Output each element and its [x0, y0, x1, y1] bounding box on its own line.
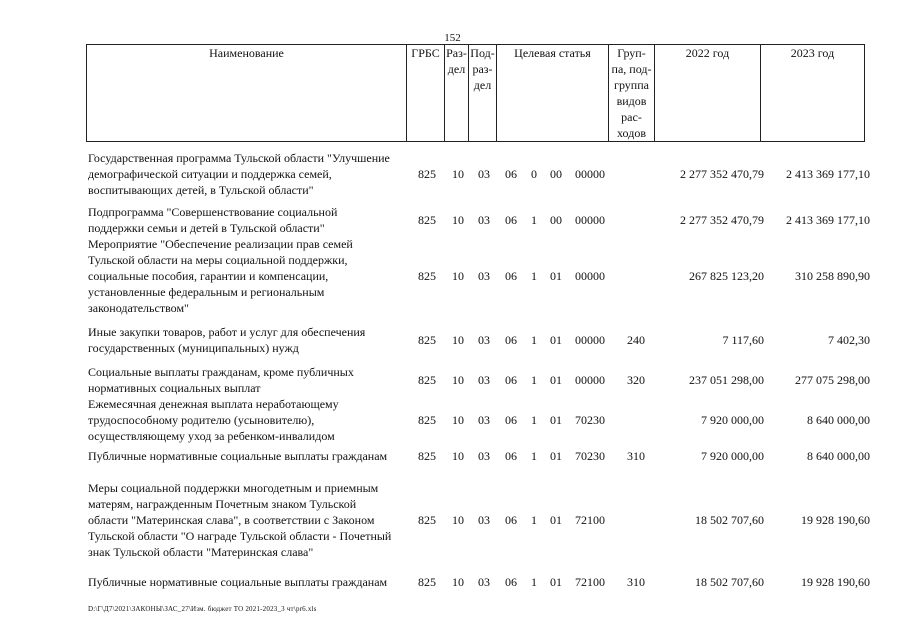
cell-rz: 10	[452, 513, 464, 527]
table-row	[86, 364, 876, 396]
cell-rz: 10	[452, 575, 464, 589]
table-row	[86, 480, 876, 560]
cell-grbs: 825	[418, 213, 436, 227]
page-number: 152	[444, 32, 461, 44]
cell-v2023: 2 413 369 177,10	[786, 167, 870, 181]
cell-t3: 01	[550, 413, 562, 427]
table-row	[86, 448, 876, 464]
cell-pr: 03	[478, 575, 490, 589]
cell-t4: 00000	[575, 373, 605, 387]
cell-v2023: 8 640 000,00	[807, 413, 870, 427]
cell-pr: 03	[478, 213, 490, 227]
cell-t1: 06	[505, 575, 517, 589]
footer-file-path: D:\Г\Д7\2021\ЗАКОНЫ\ЗАС_27\Изм. бюджет ТО 2021-2023_3 чт\pr6.xls	[88, 605, 317, 613]
cell-rz: 10	[452, 373, 464, 387]
cell-grbs: 825	[418, 413, 436, 427]
cell-vr: 320	[627, 373, 645, 387]
cell-t2: 1	[531, 373, 537, 387]
cell-rz: 10	[452, 413, 464, 427]
cell-t4: 00000	[575, 269, 605, 283]
cell-t4: 72100	[575, 575, 605, 589]
row-name: Ежемесячная денежная выплата неработающему трудоспособному родителю (усыновителю), осуществляющему уход за ребенком-инвалидом	[88, 397, 339, 443]
row-name: Мероприятие "Обеспечение реализации прав семей Тульской области на меры социальной поддержки, социальные пособия, гарантии и компенсации, установленные федеральным и региональным законодательством"	[88, 237, 353, 315]
cell-t1: 06	[505, 213, 517, 227]
row-name: Публичные нормативные социальные выплаты гражданам	[88, 449, 388, 463]
table-row	[86, 236, 876, 316]
cell-t4: 70230	[575, 449, 605, 463]
cell-v2022: 2 277 352 470,79	[680, 213, 764, 227]
table-row	[86, 396, 876, 444]
cell-pr: 03	[478, 167, 490, 181]
cell-v2022: 267 825 123,20	[689, 269, 764, 283]
cell-grbs: 825	[418, 449, 436, 463]
cell-v2022: 18 502 707,60	[695, 575, 764, 589]
cell-grbs: 825	[418, 167, 436, 181]
cell-t2: 1	[531, 333, 537, 347]
table-row	[86, 324, 876, 356]
cell-t1: 06	[505, 413, 517, 427]
cell-pr: 03	[478, 269, 490, 283]
cell-v2023: 19 928 190,60	[801, 575, 870, 589]
header-podrazdel: Под- раз- дел	[469, 45, 497, 142]
table-row	[86, 150, 876, 198]
header-razdel: Раз- дел	[445, 45, 469, 142]
cell-t3: 01	[550, 513, 562, 527]
header-2023: 2023 год	[761, 45, 865, 142]
table-row	[86, 204, 876, 236]
table-row	[86, 574, 876, 590]
table-header	[86, 44, 865, 142]
row-name: Меры социальной поддержки многодетным и приемным матерям, награжденным Почетным знаком Тульской области "Материнская слава", в соответствии с Законом Тульской области "О награде Тульской области - Почетный знак Тульской области "Материнская слава"	[88, 481, 392, 559]
cell-t3: 01	[550, 575, 562, 589]
cell-t3: 00	[550, 213, 562, 227]
cell-grbs: 825	[418, 333, 436, 347]
cell-v2022: 18 502 707,60	[695, 513, 764, 527]
cell-v2023: 19 928 190,60	[801, 513, 870, 527]
cell-t2: 0	[531, 167, 537, 181]
cell-v2023: 8 640 000,00	[807, 449, 870, 463]
cell-t1: 06	[505, 449, 517, 463]
cell-grbs: 825	[418, 269, 436, 283]
cell-t3: 00	[550, 167, 562, 181]
cell-t3: 01	[550, 269, 562, 283]
cell-rz: 10	[452, 167, 464, 181]
row-name: Государственная программа Тульской области "Улучшение демографической ситуации и поддержка семей, воспитывающих детей, в Тульской области"	[88, 151, 390, 197]
cell-rz: 10	[452, 269, 464, 283]
header-target: Целевая статья	[497, 45, 609, 142]
cell-v2023: 7 402,30	[828, 333, 870, 347]
cell-v2022: 7 920 000,00	[701, 413, 764, 427]
cell-t1: 06	[505, 167, 517, 181]
cell-grbs: 825	[418, 513, 436, 527]
cell-t1: 06	[505, 373, 517, 387]
row-name: Социальные выплаты гражданам, кроме публичных нормативных социальных выплат	[88, 365, 354, 395]
cell-t4: 72100	[575, 513, 605, 527]
cell-rz: 10	[452, 333, 464, 347]
cell-t3: 01	[550, 449, 562, 463]
header-2022: 2022 год	[655, 45, 761, 142]
cell-t3: 01	[550, 333, 562, 347]
cell-vr: 310	[627, 449, 645, 463]
cell-grbs: 825	[418, 575, 436, 589]
row-name: Публичные нормативные социальные выплаты гражданам	[88, 575, 388, 589]
cell-t2: 1	[531, 269, 537, 283]
cell-v2023: 2 413 369 177,10	[786, 213, 870, 227]
cell-t2: 1	[531, 449, 537, 463]
row-name: Подпрограмма "Совершенствование социальной поддержки семьи и детей в Тульской области"	[88, 205, 338, 235]
cell-grbs: 825	[418, 373, 436, 387]
cell-t4: 00000	[575, 333, 605, 347]
cell-t1: 06	[505, 269, 517, 283]
cell-t1: 06	[505, 333, 517, 347]
cell-t3: 01	[550, 373, 562, 387]
cell-vr: 240	[627, 333, 645, 347]
cell-pr: 03	[478, 513, 490, 527]
row-name: Иные закупки товаров, работ и услуг для обеспечения государственных (муниципальных) нужд	[88, 325, 366, 355]
header-grbs: ГРБС	[407, 45, 445, 142]
cell-t2: 1	[531, 213, 537, 227]
cell-t4: 00000	[575, 167, 605, 181]
cell-v2022: 7 920 000,00	[701, 449, 764, 463]
cell-pr: 03	[478, 333, 490, 347]
cell-v2022: 7 117,60	[722, 333, 764, 347]
cell-t2: 1	[531, 413, 537, 427]
cell-vr: 310	[627, 575, 645, 589]
header-name: Наименование	[87, 45, 407, 142]
cell-t2: 1	[531, 513, 537, 527]
cell-pr: 03	[478, 373, 490, 387]
cell-rz: 10	[452, 449, 464, 463]
cell-pr: 03	[478, 413, 490, 427]
cell-v2022: 2 277 352 470,79	[680, 167, 764, 181]
cell-v2023: 277 075 298,00	[795, 373, 870, 387]
header-group: Груп- па, под- группа видов рас- ходов	[609, 45, 655, 142]
cell-t4: 70230	[575, 413, 605, 427]
cell-v2023: 310 258 890,90	[795, 269, 870, 283]
cell-rz: 10	[452, 213, 464, 227]
cell-t2: 1	[531, 575, 537, 589]
cell-t1: 06	[505, 513, 517, 527]
cell-t4: 00000	[575, 213, 605, 227]
cell-v2022: 237 051 298,00	[689, 373, 764, 387]
cell-pr: 03	[478, 449, 490, 463]
